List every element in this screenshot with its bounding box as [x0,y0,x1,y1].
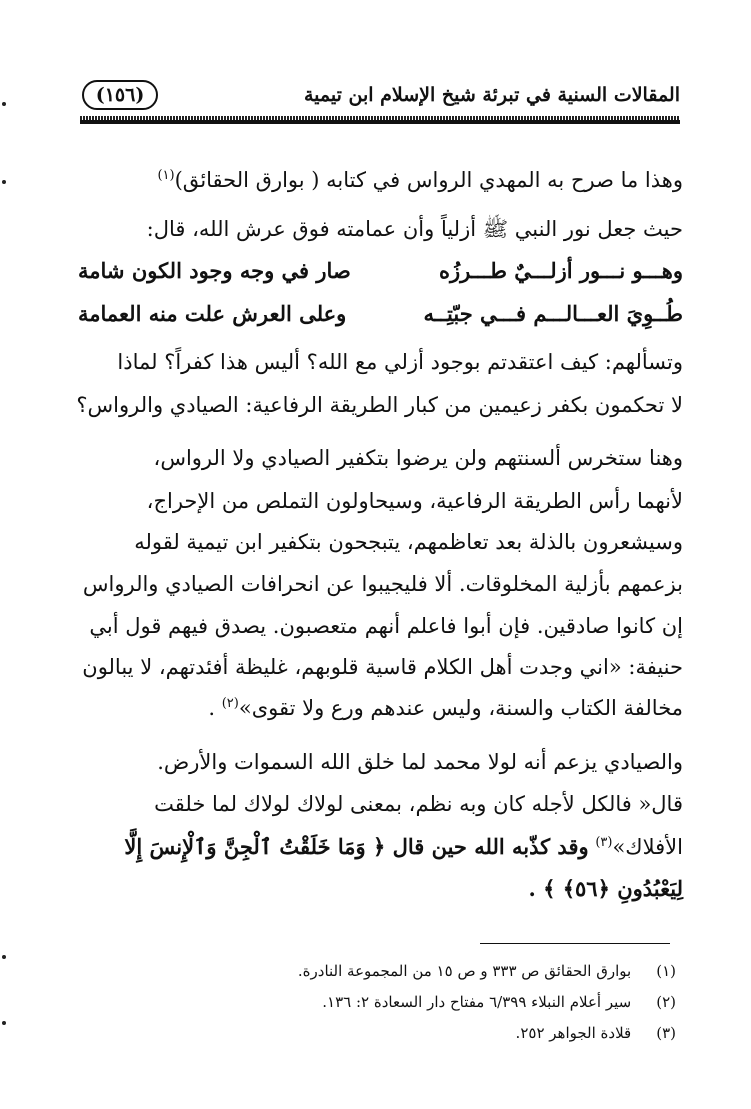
text-line: وتسألهم: كيف اعتقدتم بوجود أزلي مع الله؟ أليس هذا كفراً؟ لماذا [117,350,683,374]
text-line: لأنهما رأس الطريقة الرفاعية، وسيحاولون التملص من الإحراج، [146,489,683,513]
text-line: حيث جعل نور النبي ﷺ أزلياً وأن عمامته فوق عرش الله، قال: [146,217,683,241]
poem-hemistich: وهـــو نـــور أزلـــيٌ طـــرزُه [439,258,683,283]
footnote-text: سير أعلام النبلاء ٦/٣٩٩ مفتاح دار السعادة ٢: ١٣٦. [322,993,632,1011]
header-rule [80,120,680,124]
footnote-text: بوارق الحقائق ص ٣٣٣ و ص ١٥ من المجموعة النادرة. [297,962,632,980]
text-line: وهنا ستخرس ألسنتهم ولن يرضوا بتكفير الصيادي ولا الرواس، [153,446,683,470]
text-line: إن كانوا صادقين. فإن أبوا فاعلم أنهم متعصبون. يصدق فيهم قول أبي [89,614,683,638]
scan-speck [2,180,6,184]
text-line: لِيَعْبُدُونِ ﴿٥٦﴾ ﴾ . [528,876,683,901]
text-line: مخالفة الكتاب والسنة، وليس عندهم ورع ولا تقوى»$^{(٢)}$ . [208,696,683,720]
footnote [322,993,676,1011]
footnote-number: (٢) [656,993,676,1011]
text-line: حنيفة: «اني وجدت أهل الكلام قاسية قلوبهم، غليظة أفئدتهم، لا يبالون [82,655,683,679]
text-line: بزعمهم بأزلية المخلوقات. ألا فليجيبوا عن انحرافات الصيادي والرواس [82,572,683,596]
footnote-separator [480,943,670,944]
text-line: وسيشعرون بالذلة بعد تعاظمهم، يتبجحون بتكفير ابن تيمية لقوله [134,530,683,554]
poem-hemistich: وعلى العرش علت منه العمامة [78,301,347,326]
page-number: (١٥٦) [82,80,158,110]
footnote [298,962,676,980]
page-header [80,76,680,120]
footnote-number: (٣) [656,1024,676,1042]
poem-hemistich: صار في وجه وجود الكون شامة [78,258,351,283]
text-line: الأفلاك»$^{(٣)}$ وقد كذّبه الله حين قال ﴿ وَمَا خَلَقْتُ ٱلْجِنَّ وَٱلْإِنسَ إِلَّا [124,834,683,859]
text-line: والصيادي يزعم أنه لولا محمد لما خلق الله السموات والأرض. [157,750,683,774]
footnote [516,1024,676,1042]
scan-speck [2,955,6,959]
scan-speck [2,1021,6,1025]
scan-speck [2,102,6,106]
footnote-ref: (٣) [595,835,613,850]
footnote-number: (١) [656,962,676,980]
footnote-text: قلادة الجواهر ٢٥٢. [515,1024,632,1042]
running-title: المقالات السنية في تبرئة شيخ الإسلام ابن تيمية [303,84,680,106]
poem-hemistich: طُــوِيَ العـــالـــم فـــي جبّتِــه [423,301,683,326]
text-line: قال« فالكل لأجله كان وبه نظم، بمعنى لولاك لولاك لما خلقت [154,792,683,816]
poem-verse [78,301,683,341]
text-line: لا تحكمون بكفر زعيمين من كبار الطريقة الرفاعية: الصيادي والرواس؟ [76,393,683,417]
poem-verse [78,258,683,298]
text-line: وهذا ما صرح به المهدي الرواس في كتابه ( بوارق الحقائق)$^{(١)}$ [157,168,683,192]
footnote-ref: (٢) [221,696,239,711]
footnote-ref: (١) [157,168,175,183]
